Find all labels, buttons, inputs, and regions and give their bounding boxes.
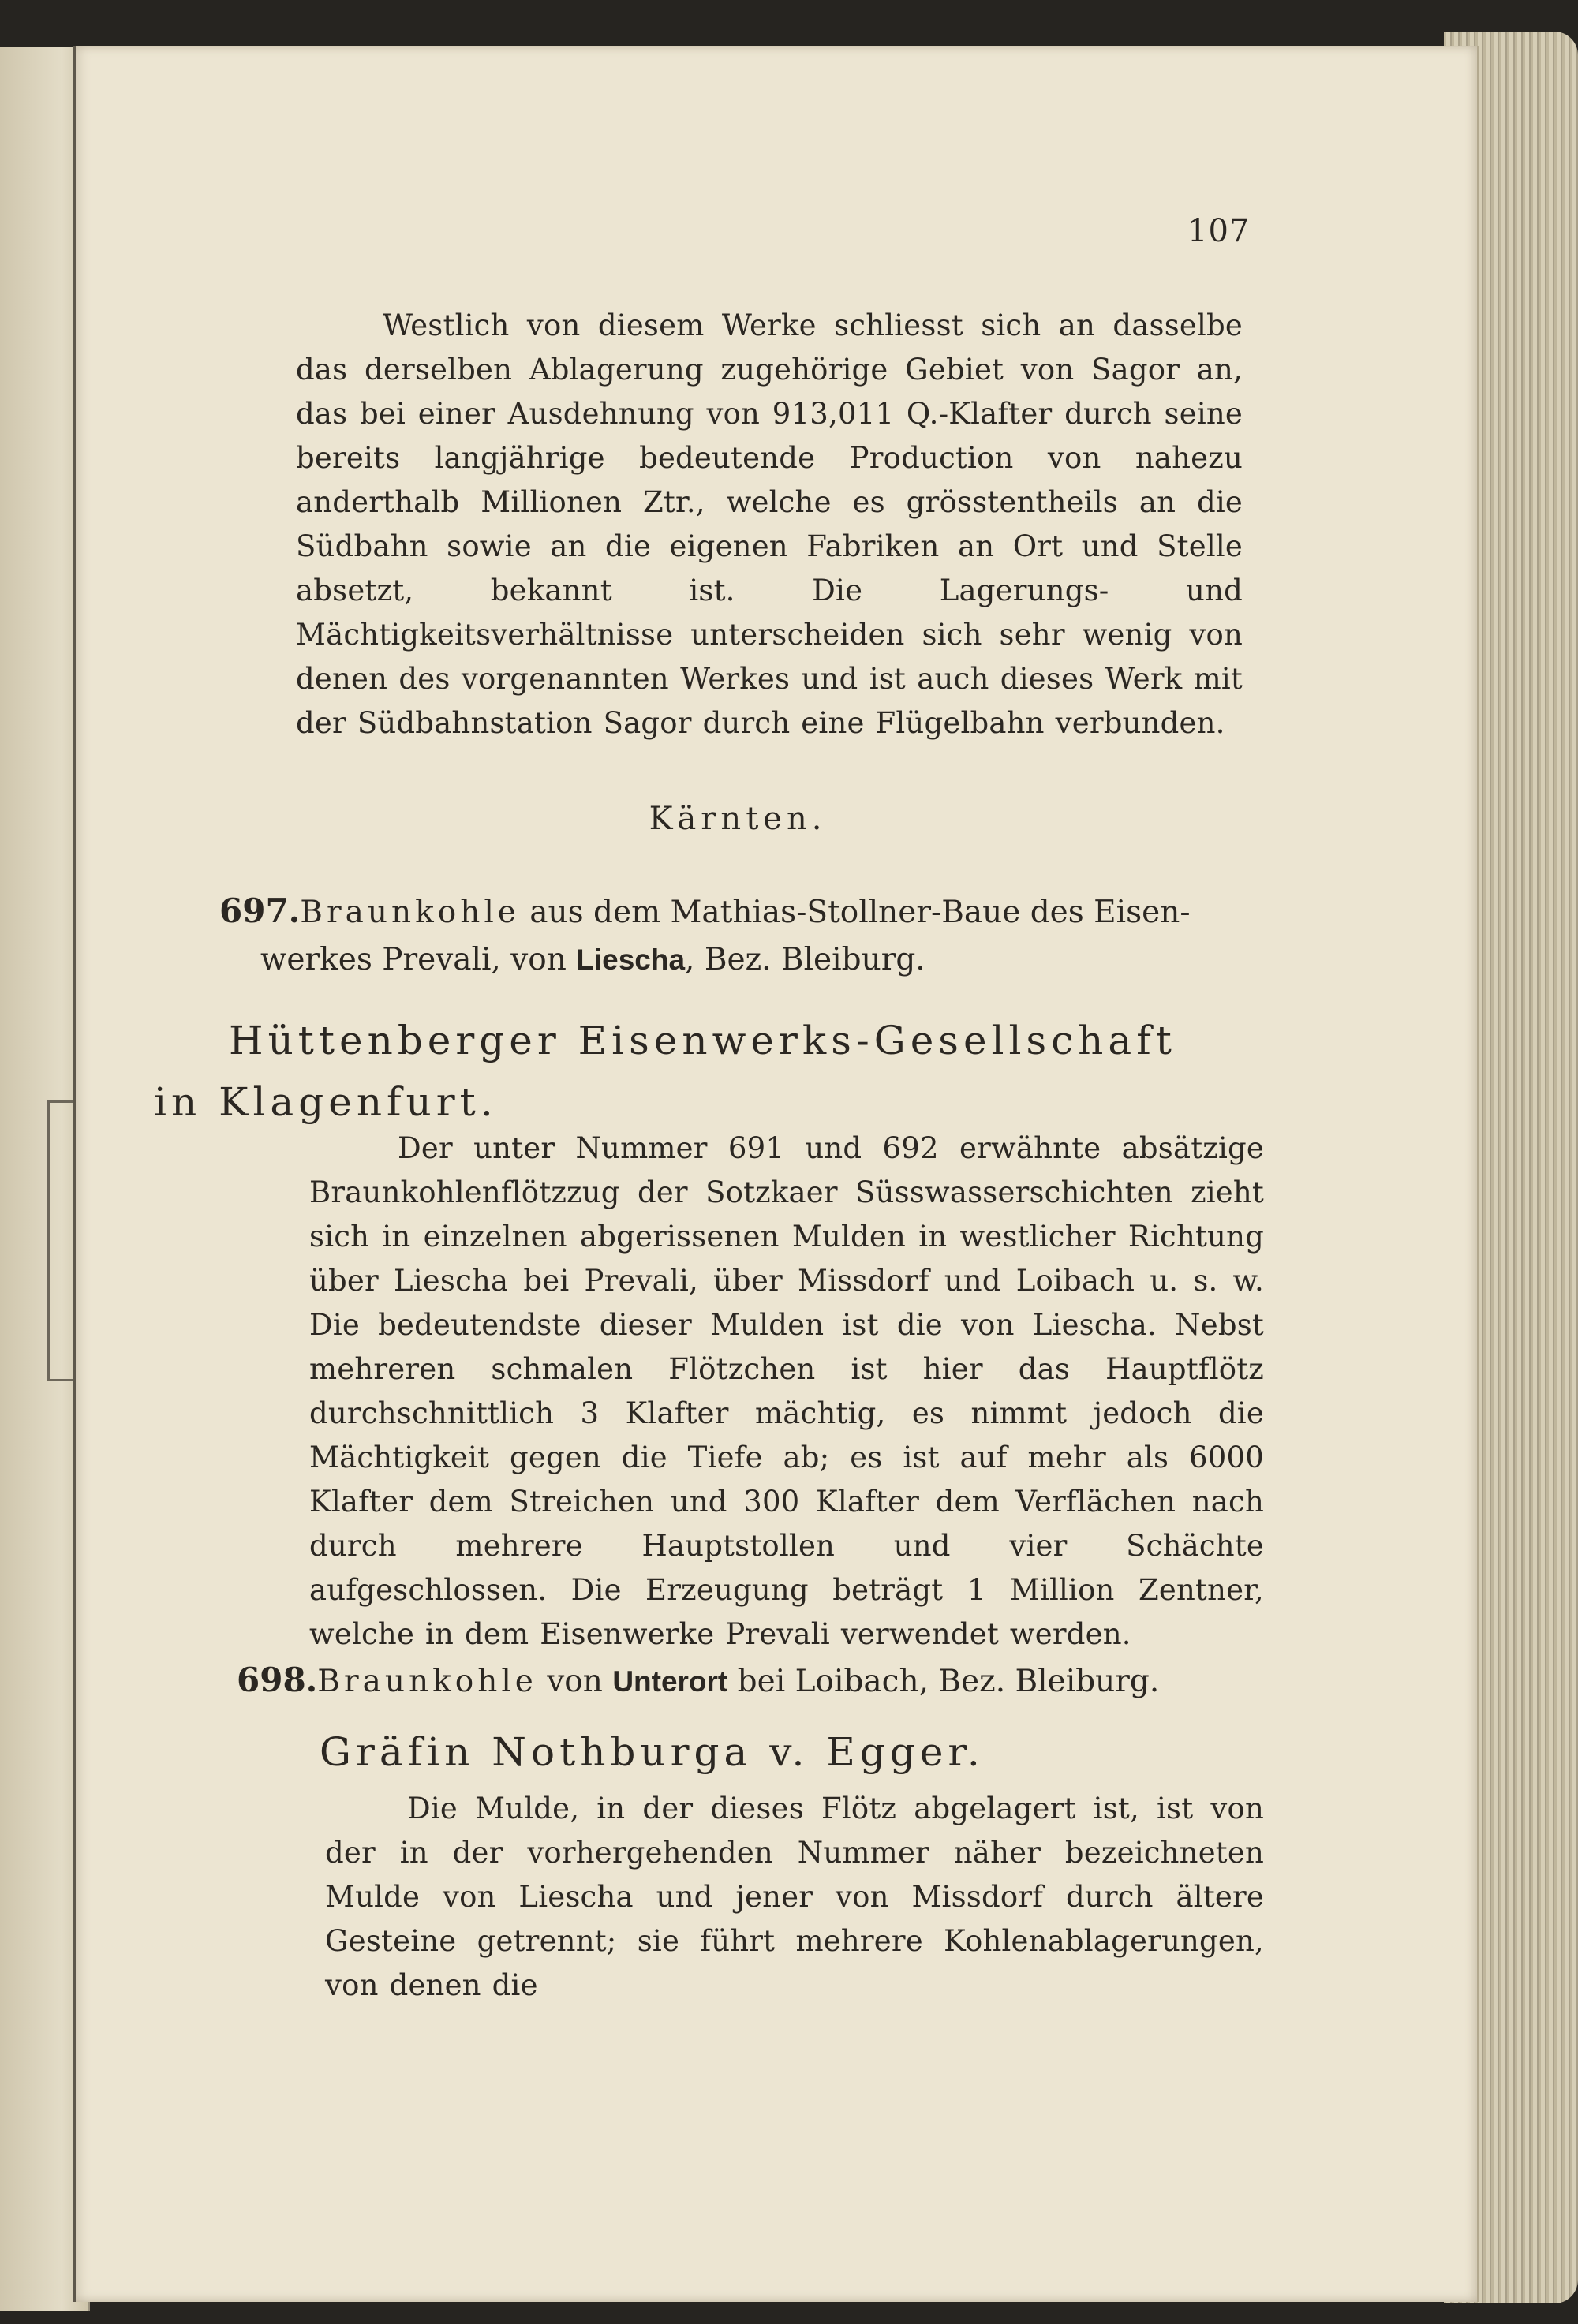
region-heading (0, 801, 1578, 837)
entry-text: bei Loibach, Bez. Bleiburg. (727, 1664, 1160, 1699)
entry-term: Braunkohle (300, 895, 520, 930)
entry-text: werkes Prevali, von (260, 942, 577, 977)
company-line: in Klagenfurt. (154, 1079, 498, 1125)
entry-number: 697. (219, 891, 301, 930)
entry-location: Unterort (612, 1665, 728, 1698)
paragraph-liescha: Der unter Nummer 691 und 692 erwähnte absätzige Braunkohlenflötzzug der Sotzkaer Süsswasserschichten zieht sich in einzelnen abgerissenen Mulden in westlicher Richtung über Liescha bei Prevali, über Missdorf und Loibach u. s. w. Die bedeutendste dieser Mulden ist die von Liescha. Nebst mehreren schmalen Flötzchen ist hier das Hauptflötz durchschnittlich 3 Klafter mächtig, es nimmt jedoch die Mächtigkeit gegen die Tiefe ab; es ist auf mehr als 6000 Klafter dem Streichen und 300 Klafter dem Verflächen nach durch mehrere Hauptstollen und vier Schächte aufgeschlossen. Die Erzeugung beträgt 1 Million Zentner, welche in dem Eisenwerke Prevali verwendet werden. (309, 1131, 1264, 1651)
entry-term: Braunkohle (317, 1664, 537, 1699)
entry-698 (237, 1657, 1278, 1706)
company-heading-huettenberger (154, 1010, 1286, 1133)
entry-697 (219, 887, 1261, 984)
gutter-line (73, 46, 76, 2302)
entry-text: aus dem Mathias-Stollner-Baue des Eisen- (519, 895, 1191, 930)
region-heading-text: Kärnten. (649, 801, 827, 837)
company-heading-egger: Gräfin Nothburga v. Egger. (320, 1729, 985, 1775)
entry-text: von (537, 1664, 613, 1699)
company-line: Hüttenberger Eisenwerks-Gesellschaft (229, 1018, 1176, 1063)
entry-location: Liescha (576, 943, 686, 976)
entry-continuation (219, 936, 1261, 984)
paragraph-sagor: Westlich von diesem Werke schliesst sich an dasselbe das derselben Ablagerung zugehörige Gebiet von Sagor an, das bei einer Ausdehnung von 913,011 Q.-Klafter durch seine bereits langjährige bedeutende Production von nahezu anderthalb Millionen Ztr., welche es grösstentheils an die Südbahn sowie an die eigenen Fabriken an Ort und Stelle absetzt, bekannt ist. Die Lagerungs- und Mächtigkeitsverhältnisse unterscheiden sich sehr wenig von denen des vorgenannten Werkes und ist auch dieses Werk mit der Südbahnstation Sagor durch eine Flügelbahn verbunden. (296, 308, 1243, 740)
entry-number: 698. (237, 1661, 318, 1699)
paragraph-mulde: Die Mulde, in der dieses Flötz abgelagert ist, ist von der in der vorhergehenden Nummer näher bezeichneten Mulde von Liescha und jener von Missdorf durch ältere Gesteine getrennt; sie führt mehrere Kohlenablagerungen, von denen die (325, 1792, 1264, 2002)
page-number: 107 (1187, 213, 1251, 249)
entry-text: , Bez. Bleiburg. (685, 942, 925, 977)
